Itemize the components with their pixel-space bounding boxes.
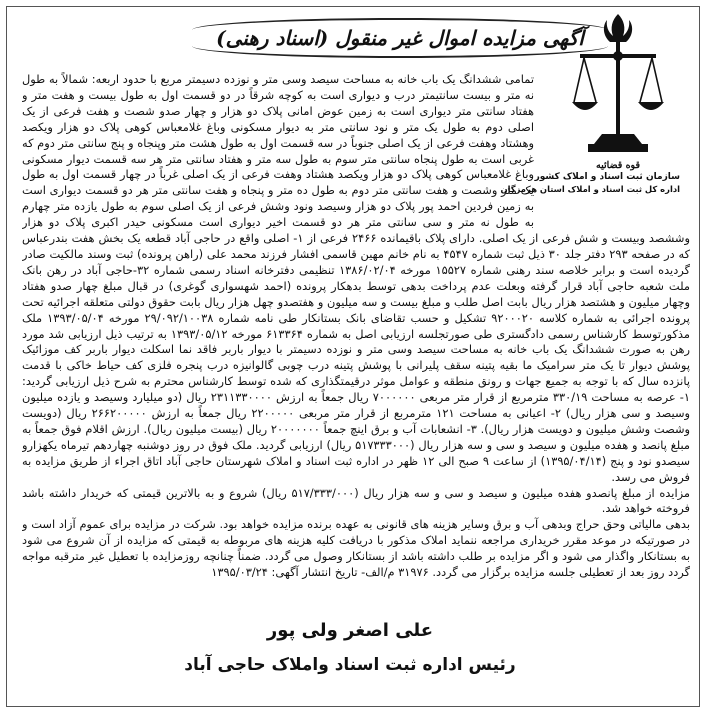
signature-block (150, 620, 550, 675)
signatory-title: رئیس اداره ثبت اسناد واملاک حاجی آباد (184, 655, 516, 675)
notice-title: آگهی مزایده اموال غیر منقول (اسناد رهنی) (192, 18, 608, 58)
emblem-spacer (500, 72, 690, 222)
notice-paragraph-terms: بدهی مالیاتی وحق حراج وبدهی آب و برق وسایر هزینه های قانونی به عهده برنده مزایده خواهد بود. شرکت در مزایده برای عموم آزاد است و در صورتیکه در موعد مقرر خریداری مراجعه ننماید املاک مذکور با دریافت کلیه هزینه های مربوطه به قیمتی که مزایده از آن شروع می شود به بستانکار واگذار می شود و اگر مزایده بر طلب داشته باشد از بستانکار وصول می گردد. ضمناً چنانچه روزمزایده با تعطیل غیر مترقبه مواجه گردد روز بعد از تعطیلی جلسه مزایده برگزار می گردد. ۳۱۹۷۶ م/الف- تاریخ انتشار آگهی: ۱۳۹۵/۰۳/۲۴ (22, 517, 690, 580)
signatory-name: علی اصغر ولی پور (266, 620, 434, 641)
notice-body (22, 72, 690, 612)
notice-paragraph-auction-price: مزایده از مبلغ پانصدو هفده میلیون و سیصد و سی و سه هزار ریال (۵۱۷/۳۳۳/۰۰۰ ریال) شروع و به بالاترین قیمتی که خریدار داشته باشد فروخته خواهد شد. (22, 485, 690, 516)
judiciary-label: قوه قضائیه (595, 160, 640, 171)
registration-org-label: سازمان ثبت اسناد و املاک کشور (534, 172, 680, 182)
province-office-label: اداره کل ثبت اسناد و املاک استان هرمزگان (500, 184, 680, 194)
notice-paragraph-property: تمامی ششدانگ یک باب خانه به مساحت سیصد وسی متر و نوزده دسیمتر مربع با حدود اربعه: شمالاً به طول نه متر و بیست سانتیمتر درب و دیواری است به کوچه شرقاً در دو قسمت اول به طول بیست و هفت متر و هفتاد سانتی متر دیواری است به زمین عوض امانی پلاک دو هزار و چهار صدو شصت و هفت فرعی از یک اصلی دوم به طول یک متر و نود سانتی متر به دیوار مسکونی وباغ غلامعباس کوهی پلاک دو هزار ویکصد وهشتاد وهفت فرعی از یک اصلی جنوباً در سه قسمت اول به طول هشت متر وپنجاه و پنج سانتی متر دوم که غربی است به طول پنجاه سانتی متر سوم به طول سه متر و هفتاد سانتی متر هر سه قسمت دیوار مسکونی وباغ غلامعباس کوهی پلاک دو هزار ویکصد هشتاد وهفت فرعی از یک اصلی غرباً در چهار قسمت اول به طول یک متر وشصت و هفت سانتی متر دوم به طول ده متر و پنجاه و هفت سانتی متر هر دو قسمت دیواری است به زمین فردین احمد پور پلاک دو هزار وسیصد ونود وشش فرعی از یک اصلی سوم به طول یازده متر چهارم به طول نه متر و سی سانتی متر هر دو قسمت اخیر دیواری است مسکونی حیدر اکبری پلاک دو هزار وششصد وبیست و شش فرعی از یک اصلی. دارای پلاک باقیمانده ۲۴۶۶ فرعی از ۱- اصلی واقع در حاجی آباد قطعه یک بخش هفت بندرعباس که در صفحه ۲۹۳ دفتر جلد ۳۰ ذیل ثبت شماره ۴۵۴۷ به نام خانم مهین قاسمی افشار فرزند محمد علی (راهن پرونده) ثبت وسند مالکیت صادر گردیده است و برابر خلاصه سند رهنی شماره ۱۵۵۲۷ مورخه ۱۳۸۶/۰۲/۰۴ تنظیمی دفترخانه اسناد رسمی شماره ۳۲-حاجی آباد در رهن بانک ملت شعبه حاجی آباد قرار گرفته وبعلت عدم پرداخت بدهی توسط بدهکار پرونده (احمد شهسواری گوغری) در قبال مبلغ چهار صدو هفتاد وچهار میلیون و هشتصد هزار ریال بابت اصل طلب و مبلغ بیست و سه میلیون و هفتصدو چهل هزار ریال بابت حقوق دولتی متعلقه اجرائیه تحت پرونده اجرائی به شماره کلاسه ۹۲۰۰۰۲۰ تشکیل و حسب تقاضای بانک بستانکار طی نامه شماره ۲۹/۰۹۲/۱۰۰۳۸ مورخه ۱۳۹۳/۰۵/۰۴ ملک مذکورتوسط کارشناس رسمی دادگستری طی صورتجلسه ارزیابی اصل به شماره ۶۱۳۳۶۴ مورخه ۱۳۹۳/۰۵/۱۲ به ترتیب ذیل ارزیابی شد مورد رهن به صورت ششدانگ یک باب خانه به مساحت سیصد وسی متر و نوزده دسیمتر با دیوار باربر فاقد نما اسکلت دیوار باربر کف موزائیک پوشش دیوار تا یک متر سرامیک ما بقیه پتینه سقف پلیرانی با پوشش پتینه درب چوبی گالوانیزه درب پنجره فلزی کف حیاط خاکی با قدمت پانزده سال که با توجه به جمیع جهات و رونق منطقه و عوامل موثر درقیمتگذاری که شده توسط کارشناس محترم به شرح ذیل ارزیابی گردید: ۱- عرصه به مساحت ۳۳۰/۱۹ مترمربع از قرار متر مربعی ۷۰۰۰۰۰۰ ریال جمعاً به ارزش ۲۳۱۱۳۳۰۰۰۰ ریال (دو میلیارد وسیصد و یازده میلیون وسیصد و سی هزار ریال) ۲- اعیانی به مساحت ۱۲۱ مترمربع از قرار متر مربعی ۲۲۰۰۰۰۰ ریال جمعاً به ارزش ۲۶۶۲۰۰۰۰۰ ریال (دویست وشصت وشش میلیون و دویست هزار ریال). ۳- انشعابات آب و برق اینچ جمعاً ۲۰۰۰۰۰۰۰ ریال (بیست میلیون ریال). ارزش اقلام فوق جمعاً به مبلغ پانصد و هفده میلیون و سیصد و سی و سه هزار ریال (۵۱۷۳۳۳۰۰۰ ریال) ارزیابی گردید. ملک فوق در روز دوشنبه چهاردهم تیرماه یکهزارو سیصدو نود و پنج (۱۳۹۵/۰۴/۱۴) از ساعت ۹ صبح الی ۱۲ ظهر در اداره ثبت اسناد و املاک شهرستان حاجی آباد اتاق اجراء از طریق مزایده به فروش می رسد. (22, 72, 690, 484)
